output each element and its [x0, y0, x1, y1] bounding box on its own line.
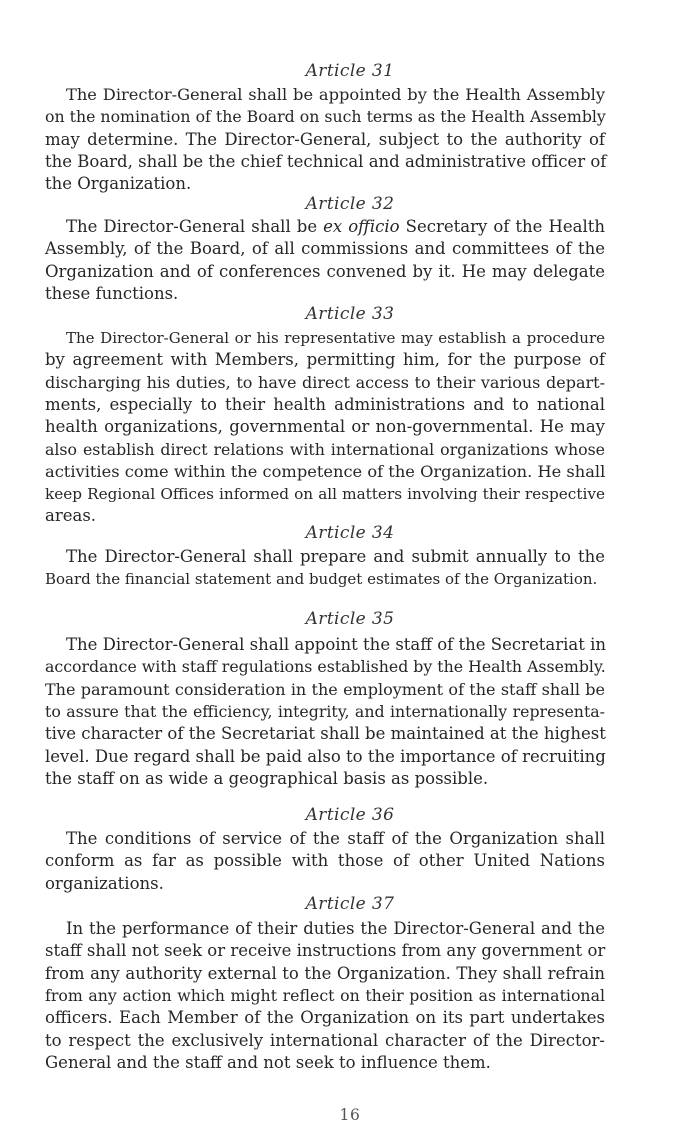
article-text-line: The conditions of service of the staff of the Organization shall: [66, 829, 605, 848]
article-heading: Article 31: [305, 61, 395, 81]
article-text-line: tive character of the Secretariat shall be maintained at the highest: [45, 724, 606, 743]
article-text-line: General and the staff and not seek to influence them.: [45, 1053, 491, 1072]
article-heading: Article 32: [305, 194, 395, 214]
article-text-line: to assure that the efficiency, integrity, and internationally representa-: [45, 702, 605, 721]
article-text-line: also establish direct relations with international organizations whose: [45, 440, 605, 459]
article-text-line: the staff on as wide a geographical basis as possible.: [45, 769, 489, 788]
article-text-line: officers. Each Member of the Organization on its part undertakes: [45, 1008, 605, 1027]
article-text-line: The Director-General or his representative may establish a procedure: [66, 329, 605, 347]
article-text-line: The Director-General shall be appointed by the Health Assembly: [66, 85, 605, 104]
article-text-line: keep Regional Offices informed on all matters involving their respective: [45, 485, 605, 503]
article-text-line: discharging his duties, to have direct access to their various depart-: [45, 373, 605, 392]
article-text-line: accordance with staff regulations established by the Health Assembly.: [45, 657, 606, 676]
article-text-line: from any authority external to the Organization. They shall refrain: [45, 964, 605, 983]
article-heading: Article 36: [305, 805, 395, 825]
article-text-line: staff shall not seek or receive instructions from any government or: [45, 941, 606, 960]
article-text-line: ments, especially to their health administrations and to national: [45, 395, 605, 414]
latin-phrase: ex officio: [323, 217, 400, 236]
article-text-line: The Director-General shall appoint the staff of the Secretariat in: [66, 635, 606, 654]
article-heading: Article 37: [305, 894, 395, 914]
article-text-line: health organizations, governmental or non-governmental. He may: [45, 417, 605, 436]
article-text-line: areas.: [45, 506, 97, 525]
article-text-line: The paramount consideration in the employment of the staff shall be: [45, 680, 605, 699]
article-text-line: Assembly, of the Board, of all commissions and committees of the: [45, 239, 605, 258]
article-text-line: on the nomination of the Board on such terms as the Health Assembly: [45, 107, 606, 126]
article-text-line: the Board, shall be the chief technical and administrative officer of: [45, 152, 607, 171]
article-heading: Article 35: [305, 609, 395, 629]
article-text-line: The Director-General shall be ex officio Secretary of the Health: [66, 217, 605, 236]
article-heading: Article 34: [305, 523, 395, 543]
article-text-line: from any action which might reflect on their position as international: [45, 986, 605, 1005]
article-text-line: Organization and of conferences convened by it. He may delegate: [45, 262, 605, 281]
article-text-line: the Organization.: [45, 174, 192, 193]
article-text-line: may determine. The Director-General, subject to the authority of: [45, 130, 605, 149]
article-text-line: to respect the exclusively international character of the Director-: [45, 1031, 605, 1050]
article-text-line: Board the financial statement and budget estimates of the Organization.: [45, 570, 598, 588]
article-text-line: In the performance of their duties the Director-General and the: [66, 919, 605, 938]
article-text-line: organizations.: [45, 874, 164, 893]
article-text-line: these functions.: [45, 284, 179, 303]
page-number: 16: [339, 1106, 361, 1124]
article-text-line: conform as far as possible with those of other United Nations: [45, 851, 605, 870]
article-text-line: level. Due regard shall be paid also to the importance of recruiting: [45, 747, 606, 766]
article-heading: Article 33: [305, 304, 395, 324]
article-text-line: activities come within the competence of the Organization. He shall: [45, 462, 606, 481]
article-text-line: The Director-General shall prepare and submit annually to the: [66, 547, 605, 566]
article-text-line: by agreement with Members, permitting him, for the purpose of: [45, 350, 605, 369]
